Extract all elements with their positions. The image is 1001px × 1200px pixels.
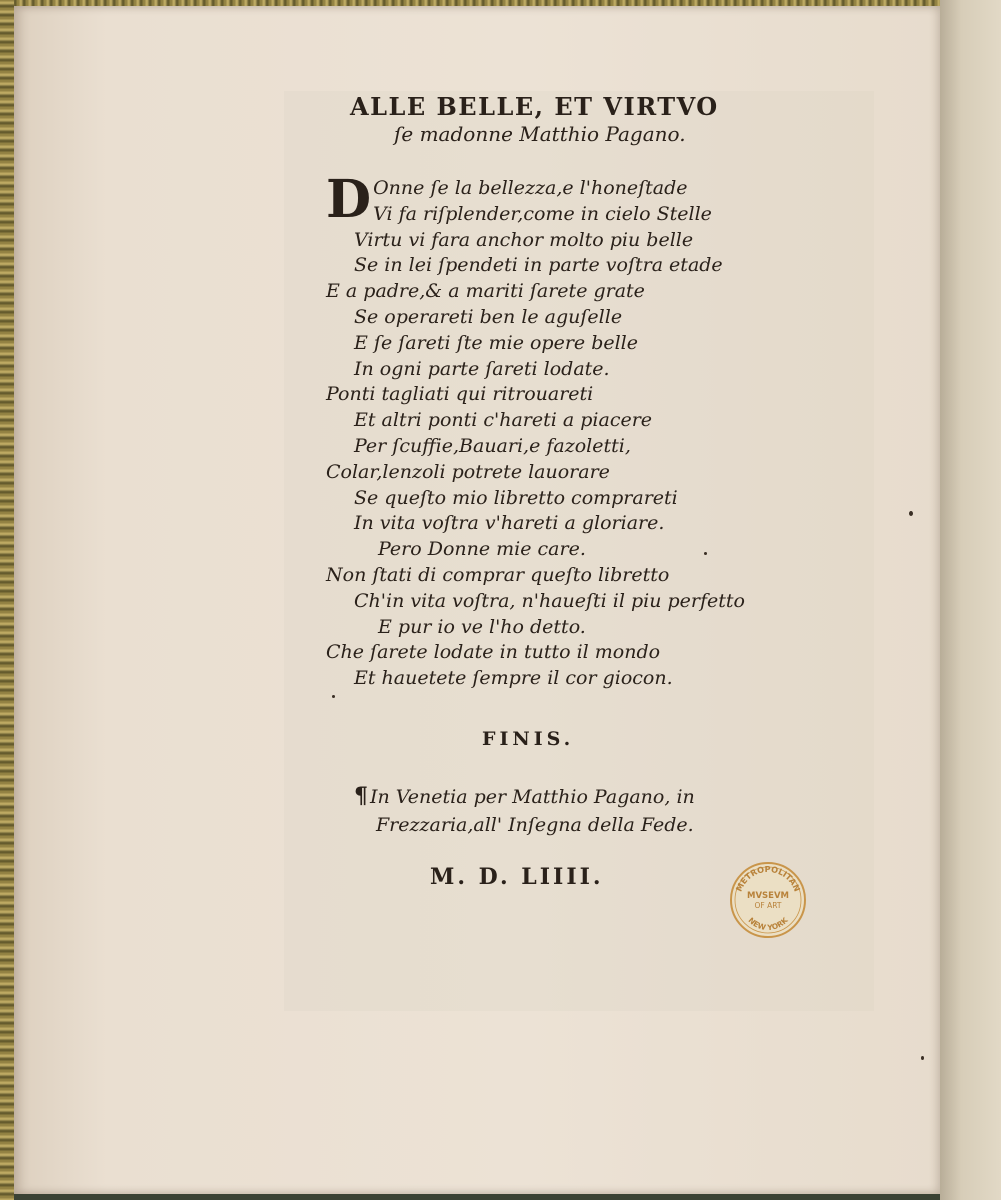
- poem-line: E a padre,& a mariti ſarete grate: [326, 280, 645, 303]
- colophon-imprint: [354, 782, 695, 839]
- ink-speck: [332, 695, 335, 698]
- poem-line: Vi fa riſplender,come in cielo Stelle: [373, 202, 712, 225]
- heading-line-1: ALLE BELLE, ET VIRTVO: [350, 92, 719, 121]
- poem-line: Se operareti ben le aguſelle: [354, 305, 623, 328]
- stamp-middle-line-2: OF ART: [754, 901, 782, 910]
- ink-speck: [921, 1056, 924, 1060]
- poem-line: Se in lei ſpendeti in parte voſtra etade: [354, 254, 723, 277]
- poem-line: Pero Donne mie care.: [378, 538, 586, 561]
- poem-line: Se queſto mio libretto comprareti: [354, 486, 678, 509]
- imprint-line-1: In Venetia per Matthio Pagano, in: [370, 786, 695, 808]
- museum-stamp: [728, 860, 808, 940]
- poem-line: Virtu vi fara anchor molto piu belle: [354, 228, 694, 251]
- poem-line: Ch'in vita voſtra, n'haueſti il piu perfetto: [354, 589, 745, 612]
- poem: [326, 169, 826, 692]
- stamp-top-text: METROPOLITAN: [733, 863, 803, 893]
- adjacent-leaf-edge: [940, 0, 1001, 1200]
- poem-line: Onne ſe la bellezza,e l'honeſtade: [373, 177, 688, 199]
- stamp-middle-line-1: MVSEVM: [746, 891, 790, 901]
- poem-line: In vita voſtra v'hareti a gloriare.: [354, 512, 665, 535]
- poem-line: Che ſarete lodate in tutto il mondo: [326, 641, 661, 664]
- heading-line-2: ſe madonne Matthio Pagano.: [394, 122, 686, 146]
- imprint-line-2: Frezzaria,all' Inſegna della Fede.: [376, 814, 694, 836]
- poem-line: In ogni parte ſareti lodate.: [354, 357, 610, 380]
- poem-line: Et hauetete ſempre il cor giocon.: [354, 667, 673, 690]
- binding-edge-left: [0, 0, 14, 1200]
- poem-line: Et altri ponti c'hareti a piacere: [354, 409, 653, 432]
- poem-line: Non ſtati di comprar queſto libretto: [326, 563, 670, 586]
- poem-line: Per ſcuffie,Bauari,e fazoletti,: [354, 434, 631, 457]
- ink-speck: [704, 552, 707, 555]
- publication-date: M. D. LIIII.: [430, 864, 604, 890]
- poem-line: Ponti tagliati qui ritrouareti: [326, 383, 594, 406]
- pilcrow-mark: ¶: [354, 783, 368, 809]
- poem-line: Colar,lenzoli potrete lauorare: [326, 460, 610, 483]
- stamp-bottom-text: NEW YORK: [746, 915, 790, 933]
- poem-line: E ſe ſareti ſte mie opere belle: [354, 331, 639, 354]
- book-page: [14, 6, 940, 1194]
- museum-stamp-seal: [728, 860, 808, 940]
- poem-drop-cap: D: [326, 169, 372, 230]
- poem-line: E pur io ve l'ho detto.: [378, 615, 586, 638]
- ink-speck: [909, 511, 913, 516]
- finis-heading: FINIS.: [482, 728, 575, 750]
